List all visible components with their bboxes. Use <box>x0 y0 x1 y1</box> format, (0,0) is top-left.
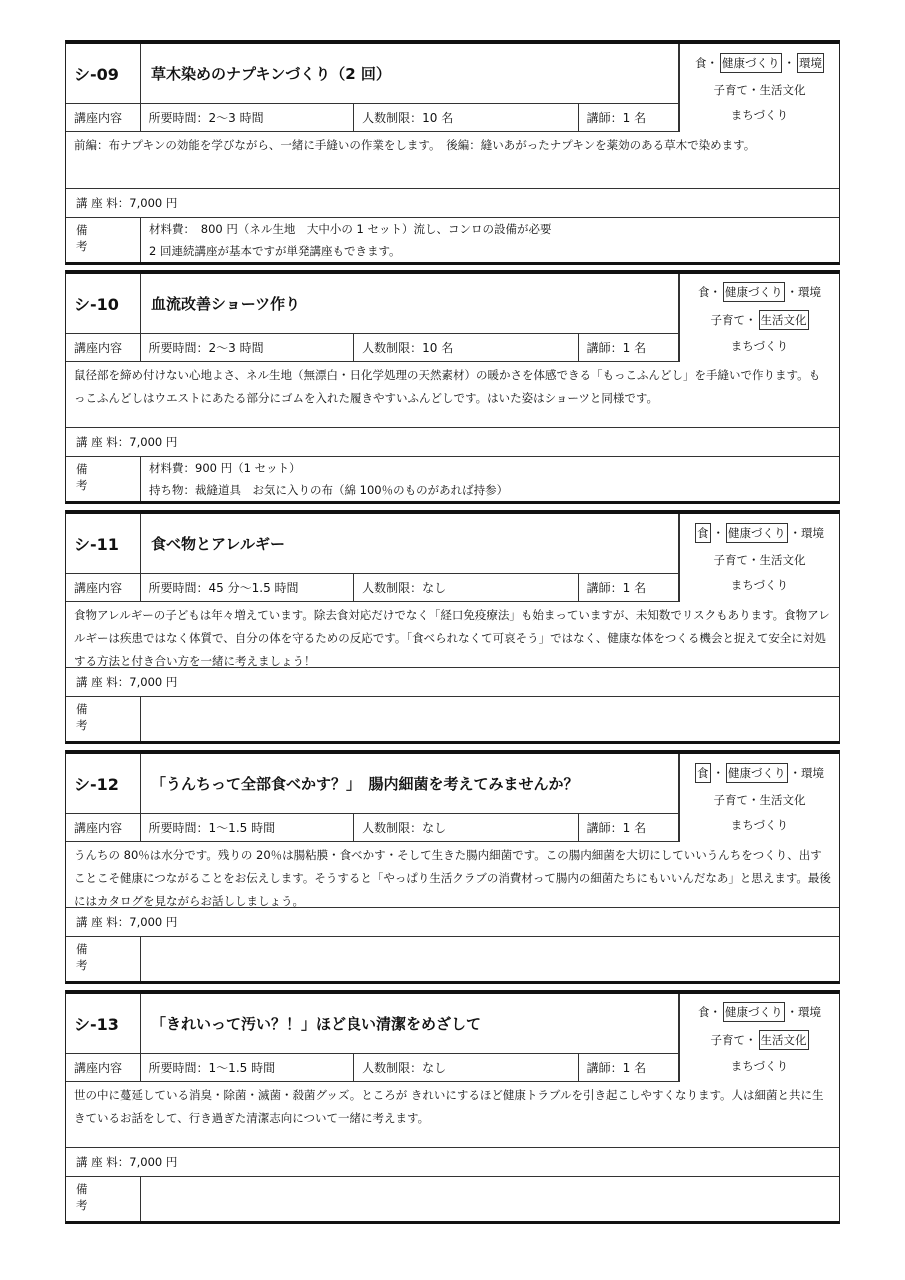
course-fee: 講 座 料：7,000 円 <box>76 675 178 689</box>
category-selected: 食 <box>695 523 711 543</box>
course-description: 食物アレルギーの子どもは年々増えています。除去食対応だけでなく「経口免疫療法」も始まっていますが、未知数でリスクもあります。食物アレルギーは疾患ではなく体質で、自分の体を守るための反応です。「食べられなくて可哀そう」ではなく、健康な体をつくる機会と捉えて安全に対処する方法と付き合い方を一緒に考えましょう！ <box>74 608 830 668</box>
category-box <box>679 274 839 362</box>
remarks-content <box>141 697 839 741</box>
category-label: 食・ <box>695 55 718 70</box>
participant-limit: 人数制限：なし <box>354 1054 579 1081</box>
remarks-content <box>141 457 839 501</box>
content-label: 講座内容 <box>66 104 141 131</box>
duration: 所要時間：1～1.5 時間 <box>141 814 355 841</box>
participant-limit: 人数制限：なし <box>354 574 579 601</box>
course-id: シ-09 <box>66 44 141 103</box>
remarks-content <box>141 1177 839 1221</box>
category-selected: 健康づくり <box>726 523 788 543</box>
instructor-count: 講師：1 名 <box>586 581 647 595</box>
category-label: まちづくり <box>730 108 789 123</box>
category-label: 子育て・生活文化 <box>713 82 806 97</box>
category-label: ・環境 <box>789 765 824 780</box>
category-label: ・環境 <box>789 525 824 540</box>
category-label: ・環境 <box>786 1005 821 1019</box>
course-block <box>65 40 840 265</box>
category-selected: 健康づくり <box>720 53 782 73</box>
course-id: シ-12 <box>66 754 141 813</box>
category-box <box>679 754 839 842</box>
course-title: 血流改善ショーツ作り <box>141 274 679 333</box>
course-fee: 講 座 料：7,000 円 <box>76 196 178 210</box>
category-label: まちづくり <box>730 1059 789 1073</box>
category-label: 子育て・ <box>710 1033 757 1047</box>
remarks-label: 備 考 <box>66 697 141 741</box>
category-selected: 環境 <box>797 53 824 73</box>
remarks-label: 備 考 <box>66 457 141 501</box>
category-label: 食・ <box>698 285 721 299</box>
course-description: 世の中に蔓延している消臭・除菌・滅菌・殺菌グッズ。ところが きれいにするほど健康トラブルを引き起こしやすくなります。人は細菌と共に生きているお話をして、行き過ぎた清潔志向について一緒に考えます。 <box>74 1088 824 1125</box>
category-box <box>679 994 839 1082</box>
content-label: 講座内容 <box>66 574 141 601</box>
remark-line: 持ち物：裁縫道具 お気に入りの布（綿 100％のものがあれば持参） <box>149 483 509 497</box>
course-title: 食べ物とアレルギー <box>141 514 679 573</box>
remarks-content <box>141 937 839 981</box>
category-selected: 生活文化 <box>759 1030 809 1050</box>
course-block <box>65 990 840 1224</box>
content-label: 講座内容 <box>66 1054 141 1081</box>
course-fee: 講 座 料：7,000 円 <box>76 435 178 449</box>
course-block <box>65 510 840 744</box>
remark-line: 2 回連続講座が基本ですが単発講座もできます。 <box>149 244 401 258</box>
course-fee: 講 座 料：7,000 円 <box>76 915 178 929</box>
duration: 所要時間：2～3 時間 <box>141 104 355 131</box>
category-box <box>679 514 839 602</box>
category-selected: 健康づくり <box>723 1002 785 1022</box>
course-fee: 講 座 料：7,000 円 <box>76 1155 178 1169</box>
instructor-count: 講師：1 名 <box>586 821 647 835</box>
instructor-count: 講師：1 名 <box>586 111 647 125</box>
category-label: ・ <box>712 525 724 540</box>
course-description: 前編：布ナプキンの効能を学びながら、一緒に手縫いの作業をします。 後編：縫いあがったナプキンを薬効のある草木で染めます。 <box>74 138 756 152</box>
category-selected: 生活文化 <box>759 310 809 330</box>
content-label: 講座内容 <box>66 814 141 841</box>
course-title: 「うんちって全部食べかす？」 腸内細菌を考えてみませんか？ <box>141 754 679 813</box>
category-label: 子育て・生活文化 <box>713 552 806 567</box>
remarks-label: 備 考 <box>66 218 141 262</box>
course-id: シ-10 <box>66 274 141 333</box>
course-description: 鼠径部を締め付けない心地よさ、ネル生地（無漂白・日化学処理の天然素材）の暖かさを体感できる「もっこふんどし」を手縫いで作ります。もっこふんどしはウエストにあたる部分にゴムを入れた履きやすいふんどしです。はいた姿はショーツと同様です。 <box>74 368 821 405</box>
instructor-count: 講師：1 名 <box>586 341 647 355</box>
course-block <box>65 270 840 504</box>
category-selected: 健康づくり <box>726 763 788 783</box>
course-block <box>65 750 840 984</box>
remarks-label: 備 考 <box>66 1177 141 1221</box>
category-label: ・環境 <box>786 285 821 299</box>
course-title: 草木染めのナプキンづくり（2 回） <box>141 44 679 103</box>
remark-line: 材料費：900 円（1 セット） <box>149 461 301 475</box>
category-label: ・ <box>712 765 724 780</box>
participant-limit: 人数制限：10 名 <box>354 104 579 131</box>
content-label: 講座内容 <box>66 334 141 361</box>
duration: 所要時間：1～1.5 時間 <box>141 1054 355 1081</box>
duration: 所要時間：45 分～1.5 時間 <box>141 574 355 601</box>
category-label: まちづくり <box>730 818 789 833</box>
category-box <box>679 44 839 132</box>
course-description: うんちの 80％は水分です。残りの 20％は腸粘膜・食べかす・そして生きた腸内細菌です。この腸内細菌を大切にしていいうんちをつくり、出すことこそ健康につながることをお伝えします。そうすると「やっぱり生活クラブの消費材って腸内の細菌たちにもいいんだなあ」と思えます。最後にはカタログを見ながらお話ししましょう。 <box>74 848 831 908</box>
category-label: まちづくり <box>730 578 789 593</box>
category-label: 子育て・ <box>710 313 757 327</box>
instructor-count: 講師：1 名 <box>586 1061 647 1075</box>
category-label: 食・ <box>698 1005 721 1019</box>
category-label: 子育て・生活文化 <box>713 792 806 807</box>
course-title: 「きれいって汚い？！」ほど良い清潔をめざして <box>141 994 679 1053</box>
remarks-content <box>141 218 839 262</box>
course-id: シ-11 <box>66 514 141 573</box>
remark-line: 材料費： 800 円（ネル生地 大中小の 1 セット）流し、コンロの設備が必要 <box>149 222 552 236</box>
course-id: シ-13 <box>66 994 141 1053</box>
remarks-label: 備 考 <box>66 937 141 981</box>
category-selected: 食 <box>695 763 711 783</box>
category-label: ・ <box>783 55 795 70</box>
duration: 所要時間：2～3 時間 <box>141 334 355 361</box>
participant-limit: 人数制限：なし <box>354 814 579 841</box>
participant-limit: 人数制限：10 名 <box>354 334 579 361</box>
category-selected: 健康づくり <box>723 282 785 302</box>
category-label: まちづくり <box>730 339 789 353</box>
